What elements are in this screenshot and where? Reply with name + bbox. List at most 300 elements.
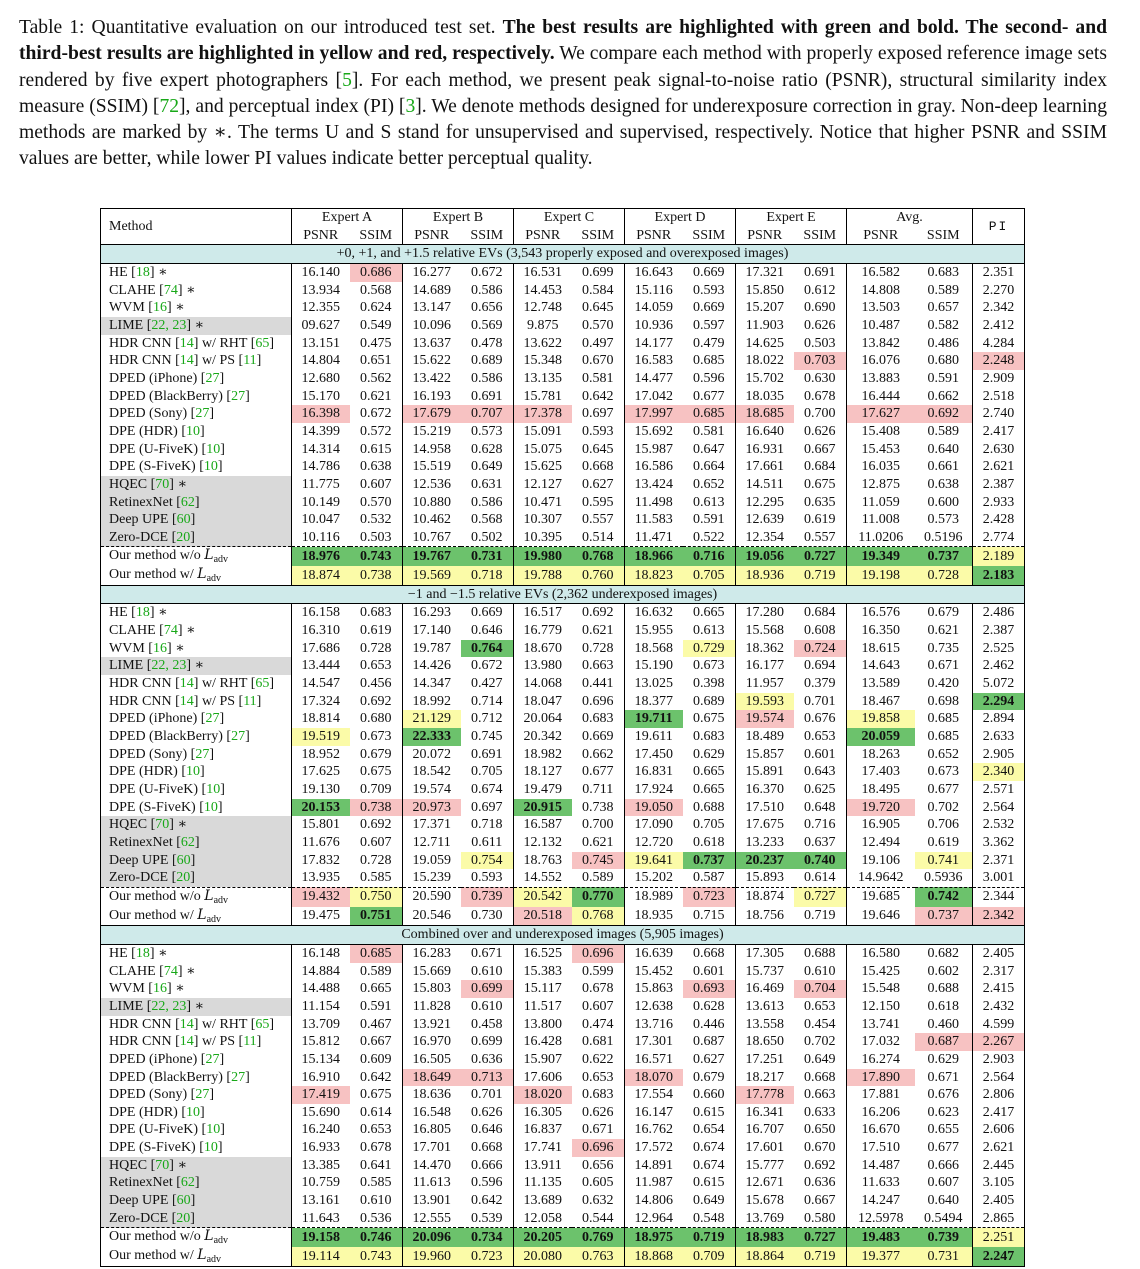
psnr-value: 16.582	[861, 264, 900, 280]
psnr-value: 16.035	[861, 459, 900, 475]
citation-link[interactable]: 10	[186, 1104, 200, 1120]
citation-link[interactable]: 27	[205, 370, 220, 386]
ssim-value: 0.750	[350, 887, 403, 906]
psnr-value: 16.933	[301, 1140, 340, 1156]
ssim-value: 0.619	[794, 511, 847, 529]
method-label: DPED (BlackBerry) [	[109, 1069, 232, 1085]
method-label-suffix: ] ∗	[177, 282, 196, 298]
method-label: DPE (S-FiveK) [	[109, 799, 204, 815]
citation-link[interactable]: 70	[155, 817, 170, 833]
psnr-value: 14.9642	[858, 870, 904, 886]
ssim-value: 0.712	[461, 710, 514, 728]
ssim-value: 0.548	[683, 1210, 736, 1228]
psnr-value: 16.277	[412, 264, 451, 280]
psnr-value: 15.702	[745, 370, 784, 386]
method-name	[101, 963, 292, 981]
ssim-value: 0.692	[915, 405, 973, 423]
ssim-value: 0.714	[461, 693, 514, 711]
psnr-header: PSNR	[514, 227, 572, 245]
psnr-value: 15.383	[523, 963, 562, 979]
ssim-value: 0.683	[572, 710, 625, 728]
expert-b-header: Expert B	[403, 209, 514, 227]
ssim-value: 0.609	[350, 1051, 403, 1069]
psnr-value: 11.633	[861, 1175, 900, 1191]
ssim-value: 0.754	[461, 852, 514, 870]
citation-link[interactable]: 10	[203, 799, 218, 815]
ssim-value: 0.751	[350, 907, 403, 926]
ssim-value: 0.649	[461, 458, 514, 476]
psnr-value: 15.690	[301, 1104, 340, 1120]
ssim-value: 0.700	[572, 816, 625, 834]
citation-link[interactable]: 10	[186, 764, 200, 780]
method-name	[101, 657, 292, 675]
ssim-value: 0.657	[915, 299, 973, 317]
psnr-value: 11.059	[861, 494, 900, 510]
ssim-value: 0.460	[915, 1016, 973, 1034]
psnr-value: 18.127	[523, 764, 562, 780]
pi-value: 2.344	[973, 887, 1025, 906]
psnr-value: 17.679	[403, 405, 461, 423]
psnr-value: 16.531	[523, 264, 562, 280]
table-row	[101, 604, 1025, 622]
citation-link[interactable]: 27	[195, 1087, 210, 1103]
ssim-value: 0.632	[572, 1192, 625, 1210]
ssim-value: 0.626	[794, 317, 847, 335]
pi-value: 2.564	[973, 799, 1025, 817]
loss-symbol: L	[204, 887, 214, 904]
method-label: Zero-DCE [	[109, 870, 177, 886]
ssim-value: 0.5196	[915, 529, 973, 547]
ssim-value: 0.642	[350, 1069, 403, 1087]
citation-link[interactable]: 20	[176, 1210, 191, 1226]
pi-value: 2.340	[973, 763, 1025, 781]
citation-link[interactable]: 18	[135, 945, 150, 961]
ssim-value: 0.557	[794, 529, 847, 547]
citation-link[interactable]: 74	[163, 282, 178, 298]
ssim-value: 0.662	[915, 388, 973, 406]
ssim-value: 0.668	[683, 944, 736, 962]
ssim-value: 0.522	[683, 529, 736, 547]
method-label-suffix: ]	[190, 1210, 195, 1226]
psnr-value: 13.424	[634, 476, 673, 492]
method-name	[101, 1033, 292, 1051]
ssim-value: 0.626	[794, 423, 847, 441]
pi-value: 2.532	[973, 816, 1025, 834]
method-label: HDR CNN [	[109, 676, 180, 692]
method-label-suffix: ]	[217, 459, 223, 475]
psnr-value: 17.450	[634, 746, 673, 762]
ssim-value: 0.699	[461, 1033, 514, 1051]
citation-link[interactable]: 14	[179, 1016, 194, 1032]
psnr-value: 16.525	[523, 945, 562, 961]
citation-link[interactable]: 16	[152, 300, 167, 316]
psnr-value: 15.425	[861, 963, 900, 979]
table-row	[101, 1051, 1025, 1069]
psnr-value: 14.884	[301, 963, 340, 979]
citation-link[interactable]: 22, 23	[151, 998, 187, 1014]
ssim-value: 0.678	[794, 388, 847, 406]
citation-link[interactable]: 20	[176, 870, 191, 886]
psnr-value: 10.047	[301, 512, 340, 528]
citation-link[interactable]: 74	[163, 623, 178, 639]
table-row	[101, 1104, 1025, 1122]
psnr-value: 16.571	[634, 1051, 673, 1067]
citation-link[interactable]: 27	[195, 746, 210, 762]
pi-value: 2.351	[973, 263, 1025, 281]
psnr-header: PSNR	[625, 227, 683, 245]
ssim-value: 0.707	[461, 405, 514, 423]
psnr-value: 16.643	[634, 264, 673, 280]
ssim-value: 0.728	[915, 566, 973, 585]
ssim-value: 0.645	[572, 441, 625, 459]
psnr-value: 15.202	[634, 870, 673, 886]
ssim-value: 0.727	[794, 1228, 847, 1247]
method-name	[101, 816, 292, 834]
psnr-value: 19.858	[847, 710, 915, 728]
ssim-value: 0.701	[794, 693, 847, 711]
table-caption: Table 1: Quantitative evaluation on our introduced test set. The best results are highlighted with green and bold. The second- and third-best results are highlighted in yellow and red, respectively. We compare each method with properly exposed reference image sets rendered by five expert photographers [5]. For each method, we present peak signal-to-noise ratio (PSNR), structural similarity index measure (SSIM) [72], and perceptual index (PI) [3]. We denote methods designed for underexposure correction in gray. Non-deep learning methods are marked by ∗. The terms U and S stand for unsupervised and supervised, respectively. Notice that higher PSNR and SSIM values are better, while lower PI values indicate better perceptual quality.	[19, 17, 1108, 170]
psnr-value: 17.625	[301, 764, 340, 780]
table-row	[101, 763, 1025, 781]
citation-link[interactable]: 14	[179, 693, 194, 709]
pi-value: 2.247	[973, 1247, 1025, 1266]
ssim-value: 0.692	[572, 604, 625, 622]
psnr-value: 18.263	[861, 746, 900, 762]
citation-link[interactable]: 5	[342, 69, 352, 91]
ssim-value: 0.585	[350, 1174, 403, 1192]
ssim-value: 0.638	[350, 458, 403, 476]
psnr-value: 15.625	[523, 459, 562, 475]
ssim-value: 0.589	[915, 423, 973, 441]
citation-link[interactable]: 60	[176, 512, 191, 528]
ssim-value: 0.680	[915, 352, 973, 370]
citation-link[interactable]: 16	[152, 981, 167, 997]
citation-link[interactable]: 18	[135, 605, 150, 621]
psnr-value: 19.059	[412, 852, 451, 868]
psnr-value: 20.915	[514, 799, 572, 817]
psnr-value: 12.355	[301, 300, 340, 316]
psnr-value: 19.114	[292, 1247, 350, 1266]
method-label: RetinexNet [	[109, 834, 181, 850]
psnr-value: 17.606	[523, 1069, 562, 1085]
expert-a-header: Expert A	[292, 209, 403, 227]
psnr-value: 13.622	[523, 335, 562, 351]
citation-link[interactable]: 27	[195, 406, 210, 422]
ssim-value: 0.706	[915, 816, 973, 834]
psnr-value: 17.510	[745, 799, 784, 815]
psnr-value: 13.025	[634, 676, 673, 692]
psnr-value: 18.035	[745, 388, 784, 404]
psnr-value: 15.812	[301, 1034, 340, 1050]
psnr-value: 11.828	[412, 998, 451, 1014]
citation-link[interactable]: 60	[176, 852, 191, 868]
citation-link[interactable]: 14	[179, 1034, 194, 1050]
psnr-value: 19.711	[625, 710, 683, 728]
psnr-value: 20.059	[847, 728, 915, 746]
psnr-value: 19.050	[625, 799, 683, 817]
method-label-suffix: ]	[190, 1193, 196, 1209]
ssim-value: 0.729	[683, 640, 736, 658]
ssim-value: 0.486	[915, 335, 973, 353]
psnr-value: 15.737	[745, 963, 784, 979]
ssim-value: 0.637	[794, 834, 847, 852]
caption-bold: The best results are highlighted with green and bold. The second- and third-best results are highlighted in yellow and red, respectively.	[19, 17, 1107, 65]
psnr-value: 13.911	[523, 1157, 562, 1173]
section-header-row	[101, 585, 1025, 604]
ssim-value: 0.673	[915, 763, 973, 781]
psnr-value: 20.546	[412, 908, 451, 924]
ssim-value: 0.719	[794, 907, 847, 926]
citation-link[interactable]: 11	[243, 353, 257, 369]
ssim-value: 0.615	[683, 1104, 736, 1122]
ssim-value: 0.668	[572, 458, 625, 476]
pi-value: 2.909	[973, 370, 1025, 388]
method-label-mid: ] w/ RHT [	[193, 335, 256, 351]
psnr-value: 17.510	[861, 1140, 900, 1156]
method-label-suffix: ]	[209, 1087, 215, 1103]
ssim-value: 0.570	[572, 317, 625, 335]
citation-link[interactable]: 62	[180, 1175, 195, 1191]
psnr-value: 18.649	[403, 1069, 461, 1087]
psnr-value: 15.857	[745, 746, 784, 762]
ssim-value: 0.569	[461, 317, 514, 335]
method-label: WVM [	[109, 640, 153, 656]
ssim-value: 0.715	[683, 907, 736, 926]
citation-link[interactable]: 10	[186, 423, 200, 439]
method-label-suffix: ]	[269, 1016, 275, 1032]
ssim-value: 0.663	[572, 657, 625, 675]
ssim-value: 0.687	[683, 1033, 736, 1051]
pi-value: 2.905	[973, 746, 1025, 764]
psnr-value: 16.293	[412, 605, 451, 621]
citation-link[interactable]: 20	[176, 529, 191, 545]
psnr-value: 11.676	[301, 834, 340, 850]
citation-link[interactable]: 27	[231, 729, 246, 745]
ssim-value: 0.626	[461, 1104, 514, 1122]
ssim-value: 0.646	[461, 622, 514, 640]
citation-link[interactable]: 27	[205, 1051, 220, 1067]
method-label: DPE (S-FiveK) [	[109, 1140, 204, 1156]
ssim-value: 0.737	[915, 547, 973, 566]
ssim-value: 0.589	[572, 869, 625, 887]
ssim-value: 0.764	[461, 640, 514, 658]
psnr-value: 15.519	[412, 459, 451, 475]
psnr-value: 14.426	[412, 658, 451, 674]
citation-link[interactable]: 72	[159, 95, 180, 117]
citation-link[interactable]: 14	[179, 353, 194, 369]
psnr-value: 13.935	[301, 870, 340, 886]
citation-link[interactable]: 10	[203, 459, 218, 475]
ssim-value: 0.562	[350, 370, 403, 388]
ssim-value: 0.613	[683, 494, 736, 512]
citation-link[interactable]: 62	[180, 834, 195, 850]
method-name	[101, 317, 292, 335]
ssim-value: 0.557	[572, 511, 625, 529]
ssim-value: 0.675	[683, 710, 736, 728]
citation-link[interactable]: 16	[152, 640, 167, 656]
citation-link[interactable]: 60	[176, 1193, 191, 1209]
citation-link[interactable]: 11	[243, 1034, 257, 1050]
psnr-value: 13.709	[301, 1016, 340, 1032]
psnr-value: 12.494	[861, 834, 900, 850]
ssim-value: 0.723	[461, 1247, 514, 1266]
psnr-value: 13.716	[634, 1016, 673, 1032]
expert-d-header: Expert D	[625, 209, 736, 227]
psnr-value: 13.613	[745, 998, 784, 1014]
citation-link[interactable]: 62	[180, 494, 195, 510]
citation-link[interactable]: 65	[255, 676, 270, 692]
method-label-suffix: ]	[190, 870, 195, 886]
ssim-value: 0.741	[915, 852, 973, 870]
table-row	[101, 566, 1025, 585]
citation-link[interactable]: 18	[135, 264, 150, 280]
psnr-value: 16.147	[634, 1104, 673, 1120]
psnr-value: 15.777	[745, 1157, 784, 1173]
ssim-value: 0.660	[683, 1086, 736, 1104]
ssim-value: 0.770	[572, 887, 625, 906]
psnr-value: 14.786	[301, 459, 340, 475]
psnr-value: 19.106	[861, 852, 900, 868]
citation-link[interactable]: 70	[155, 1157, 170, 1173]
ssim-value: 0.665	[350, 980, 403, 998]
ssim-value: 0.625	[794, 781, 847, 799]
ssim-value: 0.675	[350, 1086, 403, 1104]
pi-value: 2.525	[973, 640, 1025, 658]
ssim-value: 0.544	[572, 1210, 625, 1228]
table-row	[101, 1247, 1025, 1266]
ssim-header: SSIM	[350, 227, 403, 245]
ssim-value: 0.678	[572, 980, 625, 998]
citation-link[interactable]: 22, 23	[151, 317, 187, 333]
method-name	[101, 423, 292, 441]
method-name	[101, 1121, 292, 1139]
citation-link[interactable]: 11	[243, 693, 257, 709]
method-label-suffix: ] ∗	[166, 300, 185, 316]
table-row	[101, 1174, 1025, 1192]
method-label-suffix: ]	[217, 1140, 223, 1156]
method-label: DPED (iPhone) [	[109, 370, 206, 386]
ssim-value: 0.705	[461, 763, 514, 781]
citation-link[interactable]: 65	[255, 335, 270, 351]
loss-subscript: adv	[206, 913, 222, 925]
psnr-value: 16.548	[412, 1104, 451, 1120]
ssim-value: 0.621	[572, 622, 625, 640]
psnr-value: 18.992	[412, 693, 451, 709]
ssim-value: 0.601	[794, 746, 847, 764]
psnr-value: 13.637	[412, 335, 451, 351]
ssim-value: 0.684	[794, 604, 847, 622]
psnr-value: 15.134	[301, 1051, 340, 1067]
ssim-value: 0.694	[794, 657, 847, 675]
ssim-value: 0.734	[461, 1228, 514, 1247]
ssim-value: 0.5936	[915, 869, 973, 887]
method-name	[101, 640, 292, 658]
ssim-value: 0.696	[572, 693, 625, 711]
citation-link[interactable]: 14	[179, 335, 194, 351]
citation-link[interactable]: 14	[179, 676, 194, 692]
ssim-value: 0.769	[572, 1228, 625, 1247]
ssim-value: 0.605	[572, 1174, 625, 1192]
psnr-value: 19.788	[514, 566, 572, 585]
citation-link[interactable]: 65	[255, 1016, 270, 1032]
citation-link[interactable]: 74	[163, 963, 178, 979]
psnr-value: 14.068	[523, 676, 562, 692]
citation-link[interactable]: 27	[231, 1069, 246, 1085]
psnr-value: 12.127	[523, 476, 562, 492]
psnr-value: 17.042	[634, 388, 673, 404]
ssim-value: 0.580	[794, 1210, 847, 1228]
psnr-value: 14.314	[301, 441, 340, 457]
citation-link[interactable]: 70	[155, 476, 170, 492]
psnr-value: 20.590	[403, 887, 461, 906]
ssim-value: 0.646	[461, 1121, 514, 1139]
loss-symbol: L	[204, 1228, 214, 1245]
section-header-row	[101, 926, 1025, 945]
method-name	[101, 887, 292, 906]
ssim-value: 0.654	[683, 1121, 736, 1139]
psnr-value: 19.611	[634, 729, 673, 745]
ssim-value: 0.675	[350, 763, 403, 781]
ssim-value: 0.671	[915, 1069, 973, 1087]
psnr-value: 16.640	[745, 423, 784, 439]
citation-link[interactable]: 3	[405, 95, 416, 117]
ssim-value: 0.731	[461, 547, 514, 566]
psnr-value: 10.759	[301, 1175, 340, 1191]
psnr-value: 16.576	[861, 605, 900, 621]
ssim-value: 0.719	[794, 1247, 847, 1266]
loss-subscript: adv	[213, 1235, 229, 1247]
psnr-value: 19.720	[847, 799, 915, 817]
citation-link[interactable]: 27	[205, 711, 220, 727]
method-label: HQEC [	[109, 1157, 156, 1173]
method-label-suffix: ]	[219, 711, 225, 727]
method-label: WVM [	[109, 300, 153, 316]
method-label: DPE (HDR) [	[109, 764, 186, 780]
psnr-value: 15.548	[861, 981, 900, 997]
method-label-suffix: ]	[220, 1122, 225, 1138]
psnr-value: 16.779	[523, 623, 562, 639]
table-row	[101, 781, 1025, 799]
ssim-value: 0.647	[683, 441, 736, 459]
psnr-value: 18.568	[634, 640, 673, 656]
ssim-value: 0.685	[683, 405, 736, 423]
ssim-value: 0.570	[350, 494, 403, 512]
psnr-value: 11.008	[861, 512, 900, 528]
ssim-value: 0.379	[794, 675, 847, 693]
ssim-value: 0.653	[350, 1121, 403, 1139]
method-label: DPE (HDR) [	[109, 1104, 186, 1120]
method-label: DPED (Sony) [	[109, 406, 196, 422]
ssim-value: 0.653	[350, 657, 403, 675]
citation-link[interactable]: 10	[206, 441, 221, 457]
ssim-value: 0.681	[572, 1033, 625, 1051]
citation-link[interactable]: 10	[206, 782, 221, 797]
psnr-value: 09.627	[301, 317, 340, 333]
pi-value: 2.903	[973, 1051, 1025, 1069]
method-name	[101, 675, 292, 693]
method-header: Method	[101, 209, 292, 245]
citation-link[interactable]: 10	[203, 1140, 218, 1156]
ssim-value: 0.724	[794, 640, 847, 658]
citation-link[interactable]: 10	[206, 1122, 221, 1138]
ssim-value: 0.677	[683, 388, 736, 406]
ssim-value: 0.705	[683, 566, 736, 585]
citation-link[interactable]: 22, 23	[151, 658, 187, 674]
psnr-value: 11.987	[634, 1175, 673, 1191]
citation-link[interactable]: 27	[231, 388, 246, 404]
ssim-value: 0.738	[350, 799, 403, 817]
method-name	[101, 1174, 292, 1192]
